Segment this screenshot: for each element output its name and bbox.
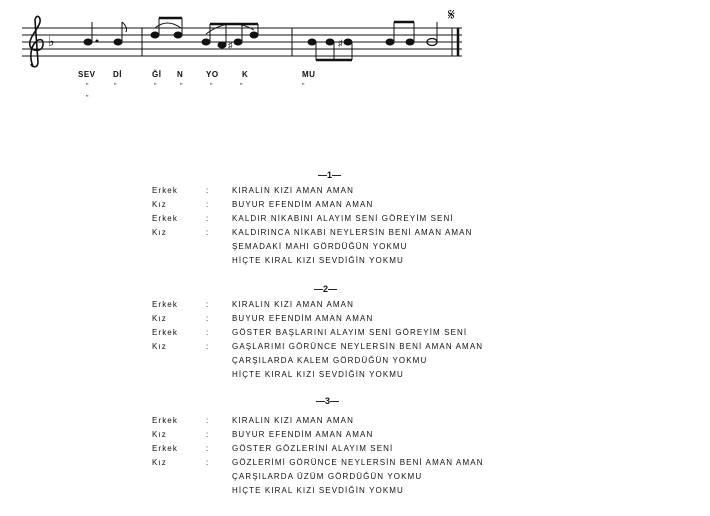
verse-line (0, 430, 710, 442)
speaker-label: Erkek (152, 328, 178, 337)
ditto-mark: " (240, 83, 243, 90)
segno-icon: 𝄋 (448, 5, 455, 24)
lyric-line: HİÇTE KIRAL KIZI SEVDİĞİN YOKMU (232, 370, 404, 379)
ditto-mark: " (210, 83, 213, 90)
lyric-syllable: Dİ (113, 70, 122, 79)
verse-line (0, 342, 710, 354)
ditto-mark: " (86, 95, 89, 102)
verse-line (0, 242, 710, 254)
speaker-label: Kız (152, 200, 167, 209)
lyric-line: GÖSTER GÖZLERİNİ ALAYIM SENİ (232, 444, 394, 453)
lyric-line: BUYUR EFENDİM AMAN AMAN (232, 200, 374, 209)
speaker-label: Erkek (152, 300, 178, 309)
ditto-mark: " (154, 83, 157, 90)
speaker-label: Kız (152, 458, 167, 467)
separator: : (206, 458, 210, 467)
speaker-label: Erkek (152, 186, 178, 195)
separator: : (206, 444, 210, 453)
lyric-line: HİÇTE KIRAL KIZI SEVDİĞİN YOKMU (232, 486, 404, 495)
lyric-line: ŞEMADAKİ MAHI GÖRDÜĞÜN YOKMU (232, 242, 408, 251)
verse-number: —2— (314, 284, 338, 294)
lyric-line: BUYUR EFENDİM AMAN AMAN (232, 430, 374, 439)
verse-line (0, 256, 710, 268)
verse-line (0, 370, 710, 382)
verse-number: —1— (318, 170, 342, 180)
lyric-line: ÇARŞILARDA KALEM GÖRDÜĞÜN YOKMU (232, 356, 428, 365)
lyric-line: BUYUR EFENDİM AMAN AMAN (232, 314, 374, 323)
lyric-syllable: SEV (78, 70, 96, 79)
verse-line (0, 314, 710, 326)
separator: : (206, 186, 210, 195)
svg-text:♯: ♯ (338, 38, 343, 48)
speaker-label: Kız (152, 430, 167, 439)
flat-sign-icon: ♭ (48, 34, 55, 50)
ditto-mark: " (302, 83, 305, 90)
lyric-syllable: N (177, 70, 184, 79)
lyric-syllable: YO (206, 70, 219, 79)
separator: : (206, 416, 210, 425)
separator: : (206, 430, 210, 439)
lyric-syllable: K (242, 70, 249, 79)
ditto-mark: " (86, 83, 89, 90)
separator: : (206, 300, 210, 309)
lyric-line: KALDIRINCA NİKABI NEYLERSİN BENİ AMAN AMAN (232, 228, 473, 237)
lyric-line: ÇARŞILARDA ÜZÜM GÖRDÜĞÜN YOKMU (232, 472, 423, 481)
separator: : (206, 314, 210, 323)
verse-number: —3— (316, 396, 340, 406)
separator: : (206, 228, 210, 237)
speaker-label: Kız (152, 314, 167, 323)
lyric-line: KIRALIN KIZI AMAN AMAN (232, 416, 355, 425)
verse-line (0, 486, 710, 498)
ditto-mark: " (114, 83, 117, 90)
separator: : (206, 342, 210, 351)
verse-line (0, 356, 710, 368)
separator: : (206, 214, 210, 223)
lyric-line: KIRALIN KIZI AMAN AMAN (232, 300, 355, 309)
lyric-line: KALDIR NİKABINI ALAYIM SENİ GÖREYİM SENİ (232, 214, 454, 223)
verse-line (0, 416, 710, 428)
verse-line (0, 228, 710, 240)
lyric-syllable: Ğİ (152, 70, 162, 79)
verse-line (0, 328, 710, 340)
verse-line (0, 458, 710, 470)
speaker-label: Erkek (152, 214, 178, 223)
notes (84, 18, 437, 60)
speaker-label: Erkek (152, 444, 178, 453)
verse-line (0, 200, 710, 212)
ditto-mark: " (180, 83, 183, 90)
separator: : (206, 328, 210, 337)
speaker-label: Kız (152, 342, 167, 351)
speaker-label: Erkek (152, 416, 178, 425)
speaker-label: Kız (152, 228, 167, 237)
lyric-line: KIRALIN KIZI AMAN AMAN (232, 186, 355, 195)
separator: : (206, 200, 210, 209)
verse-line (0, 300, 710, 312)
lyric-line: GÖZLERİMİ GÖRÜNCE NEYLERSİN BENİ AMAN AMAN (232, 458, 484, 467)
lyric-line: HİÇTE KIRAL KIZI SEVDİĞİN YOKMU (232, 256, 404, 265)
lyric-line: GÖSTER BAŞLARINI ALAYIM SENİ GÖREYİM SENİ (232, 328, 468, 337)
music-staff (0, 0, 710, 110)
verse-line (0, 472, 710, 484)
lyric-syllable: MU (302, 70, 316, 79)
lyric-line: GAŞLARIMI GÖRÜNCE NEYLERSİN BENİ AMAN AMAN (232, 342, 484, 351)
verse-line (0, 214, 710, 226)
verse-line (0, 444, 710, 456)
verse-line (0, 186, 710, 198)
svg-text:♯: ♯ (228, 40, 233, 50)
